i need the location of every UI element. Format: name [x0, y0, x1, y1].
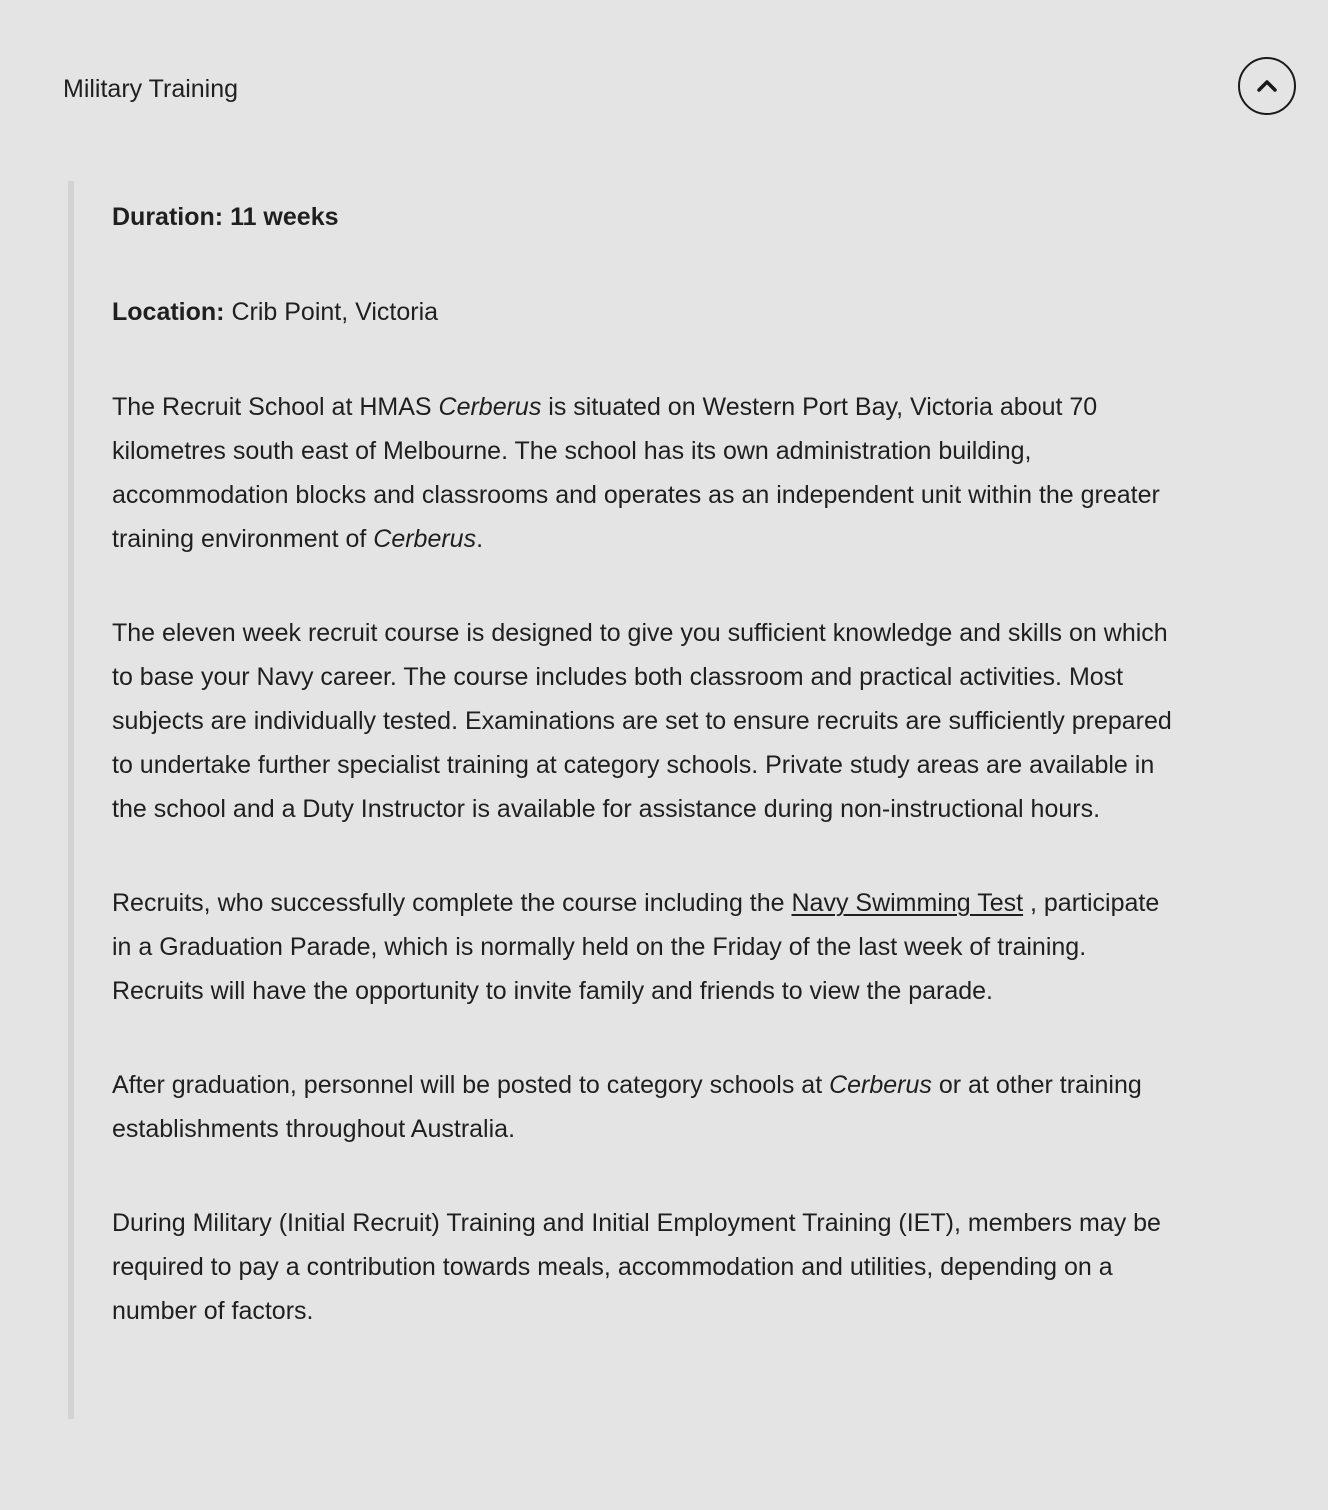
duration-value: 11 weeks [230, 203, 339, 231]
location-line [112, 290, 1182, 334]
text-segment: or at other training establishments throughout Australia. [112, 1071, 1142, 1143]
accordion-title[interactable]: Military Training [63, 75, 239, 103]
paragraph-course: The eleven week recruit course is designed to give you sufficient knowledge and skills on which to base your Navy career. The course includes both classroom and practical activities. Most subjects are individually tested. Examinations are set to ensure recruits are sufficiently prepared to undertake further specialist training at category schools. Private study areas are available in the school and a Duty Instructor is available for assistance during non-instructional hours. [112, 619, 1172, 823]
paragraph-graduation [112, 881, 1182, 1013]
location-value: Crib Point, Victoria [231, 298, 439, 326]
location-label: Location: [112, 298, 225, 326]
navy-swimming-test-link[interactable]: Navy Swimming Test [791, 889, 1024, 917]
ship-name: Cerberus [373, 525, 477, 553]
text-segment: After graduation, personnel will be posted to category schools at [112, 1071, 830, 1099]
accordion-header[interactable] [0, 0, 1328, 176]
duration-label: Duration: [112, 203, 224, 231]
text-segment: . [476, 525, 484, 553]
collapse-button[interactable] [1238, 57, 1296, 115]
paragraph-after-graduation [112, 1063, 1182, 1151]
duration-line [112, 195, 1182, 239]
content-body [112, 195, 1182, 1383]
chevron-up-icon [1255, 78, 1279, 94]
ship-name: Cerberus [829, 1071, 932, 1099]
paragraph-contribution: During Military (Initial Recruit) Training and Initial Employment Training (IET), members may be required to pay a contribution towards meals, accommodation and utilities, depending on a number of factors. [112, 1209, 1161, 1325]
text-segment: is situated on Western Port Bay, Victoria about 70 kilometres south east of Melbourne. The school has its own administration building, accommodation blocks and classrooms and operates as an independent unit within the greater training environment of [112, 393, 1160, 553]
text-segment: The Recruit School at HMAS [112, 393, 439, 421]
accordion-content [68, 181, 1178, 1419]
text-segment: Recruits, who successfully complete the course including the [112, 889, 792, 917]
paragraph-recruit-school [112, 385, 1182, 561]
text-segment: , participate in a Graduation Parade, which is normally held on the Friday of the last week of training. Recruits will have the opportunity to invite family and friends to view the parade. [112, 889, 1160, 1005]
ship-name: Cerberus [438, 393, 542, 421]
